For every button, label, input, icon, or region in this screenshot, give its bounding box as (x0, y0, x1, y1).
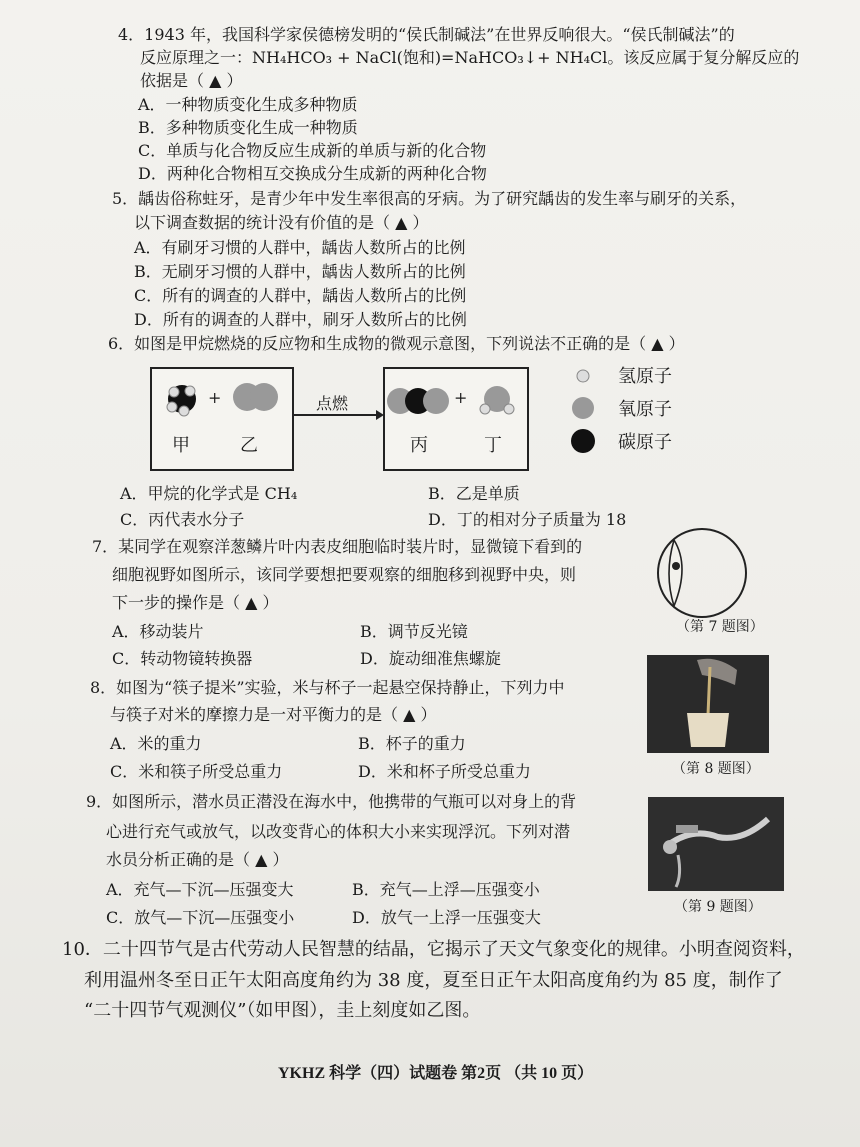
label-bing: 丙 (410, 435, 428, 456)
q6-option-b: B．乙是单质 (428, 484, 520, 503)
cell-nucleus (672, 562, 680, 570)
q5-option-b: B．无刷牙习惯的人群中，龋齿人数所占的比例 (134, 262, 466, 281)
q8-option-b: B．杯子的重力 (358, 734, 466, 753)
label-jia: 甲 (172, 435, 190, 456)
methane-h-atom (185, 386, 195, 396)
q7-line3: 下一步的操作是（ ▲ ） (112, 593, 279, 612)
page-footer: YKHZ 科学（四）试题卷 第2页 （共 10 页） (278, 1065, 594, 1082)
q7-line2: 细胞视野如图所示，该同学要想把要观察的细胞移到视野中央，则 (112, 565, 577, 584)
q7-option-d: D．旋动细准焦螺旋 (360, 649, 501, 668)
q9-option-d: D．放气一上浮一压强变大 (352, 908, 541, 927)
water-h-atom (504, 404, 514, 414)
legend-carbon: 碳原子 (618, 432, 672, 453)
label-ding: 丁 (484, 435, 502, 456)
q5-line1: 5．龋齿俗称蛀牙，是青少年中发生率很高的牙病。为了研究龋齿的发生率与刷牙的关系， (112, 189, 747, 208)
q6-stem: 6．如图是甲烷燃烧的反应物和生成物的微观示意图，下列说法不正确的是（ ▲ ） (108, 334, 685, 353)
q7-option-b: B．调节反光镜 (360, 622, 468, 641)
chopstick-rice-photo (647, 655, 769, 753)
q9-option-a: A．充气—下沉—压强变大 (106, 880, 294, 899)
plus-sign-1: + (208, 388, 222, 407)
q10-line2: 利用温州冬至日正午太阳高度角约为 38 度，夏至日正午太阳高度角约为 85 度，制作了 (84, 970, 783, 991)
q4-line2: 反应原理之一：NH₄HCO₃ + NaCl(饱和)=NaHCO₃↓+ NH₄Cl。该反应属于复分解反应的 (140, 48, 800, 67)
atom-legend (570, 364, 600, 454)
q7-option-a: A．移动装片 (112, 622, 204, 641)
carbon-legend-icon (571, 429, 595, 453)
q10-line3: “二十四节气观测仪”（如甲图），圭上刻度如乙图。 (84, 1000, 481, 1021)
q6-option-d: D．丁的相对分子质量为 18 (428, 510, 627, 529)
product-molecules (385, 369, 527, 469)
label-yi: 乙 (240, 435, 258, 456)
q8-option-c: C．米和筷子所受总重力 (110, 762, 283, 781)
q7-line1: 7．某同学在观察洋葱鳞片叶内表皮细胞临时装片时，显微镜下看到的 (92, 537, 583, 556)
chopstick (708, 667, 710, 715)
q5-option-a: A．有刷牙习惯的人群中，龋齿人数所占的比例 (134, 238, 466, 257)
air-tank (676, 825, 698, 833)
methane-h-atom (169, 387, 179, 397)
q4-line1: 4．1943 年，我国科学家侯德榜发明的“侯氏制碱法”在世界反响很大。“侯氏制碱法”的 (118, 25, 735, 44)
products-box (383, 367, 529, 471)
q6-option-a: A．甲烷的化学式是 CH₄ (120, 484, 298, 503)
q8-option-d: D．米和杯子所受总重力 (358, 762, 531, 781)
q10-line1: 10．二十四节气是古代劳动人民智慧的结晶，它揭示了天文气象变化的规律。小明查阅资料， (62, 939, 805, 960)
q4-option-b: B．多种物质变化生成一种物质 (138, 118, 358, 137)
q9-line3: 水员分析正确的是（ ▲ ） (106, 850, 289, 869)
q9-line1: 9．如图所示，潜水员正潜没在海水中，他携带的气瓶可以对身上的背 (86, 792, 577, 811)
q7-figure-caption: （第 7 题图） (676, 619, 764, 635)
methane-h-atom (167, 402, 177, 412)
q7-option-c: C．转动物镜转换器 (112, 649, 253, 668)
q9-figure-caption: （第 9 题图） (674, 899, 762, 915)
cell-shape (669, 540, 682, 606)
diver-head (663, 840, 677, 854)
q5-option-c: C．所有的调查的人群中，龋齿人数所占的比例 (134, 286, 467, 305)
legend-oxygen: 氧原子 (618, 399, 672, 420)
reaction-arrow (292, 408, 384, 422)
q4-line3: 依据是（ ▲ ） (140, 71, 243, 90)
q6-option-c: C．丙代表水分子 (120, 510, 245, 529)
methane-h-atom (179, 406, 189, 416)
oxygen-legend-icon (572, 397, 594, 419)
q5-option-d: D．所有的调查的人群中，刷牙人数所占的比例 (134, 310, 467, 329)
cup-shape (687, 713, 729, 747)
q8-option-a: A．米的重力 (110, 734, 202, 753)
hydrogen-legend-icon (577, 370, 589, 382)
q4-option-d: D．两种化合物相互交换成分生成新的两种化合物 (138, 164, 487, 183)
q9-option-b: B．充气—上浮—压强变小 (352, 880, 540, 899)
q9-line2: 心进行充气或放气，以改变背心的体积大小来实现浮沉。下列对潜 (106, 822, 571, 841)
oxygen-atom (250, 383, 278, 411)
q8-figure-caption: （第 8 题图） (672, 761, 760, 777)
microscope-field-figure (650, 526, 754, 622)
q4-option-c: C．单质与化合物反应生成新的单质与新的化合物 (138, 141, 487, 160)
co2-oxygen-atom (423, 388, 449, 414)
q4-option-a: A．一种物质变化生成多种物质 (138, 95, 358, 114)
legend-hydrogen: 氢原子 (618, 366, 672, 387)
q9-option-c: C．放气—下沉—压强变小 (106, 908, 295, 927)
q5-line2: 以下调查数据的统计没有价值的是（ ▲ ） (134, 213, 429, 232)
diver-photo (648, 797, 784, 891)
q8-line2: 与筷子对米的摩擦力是一对平衡力的是（ ▲ ） (110, 705, 437, 724)
plus-sign-2: + (454, 388, 468, 407)
arrow-label: 点燃 (316, 394, 349, 413)
water-h-atom (480, 404, 490, 414)
q8-line1: 8．如图为“筷子提米”实验，米与杯子一起悬空保持静止，下列力中 (90, 678, 565, 697)
